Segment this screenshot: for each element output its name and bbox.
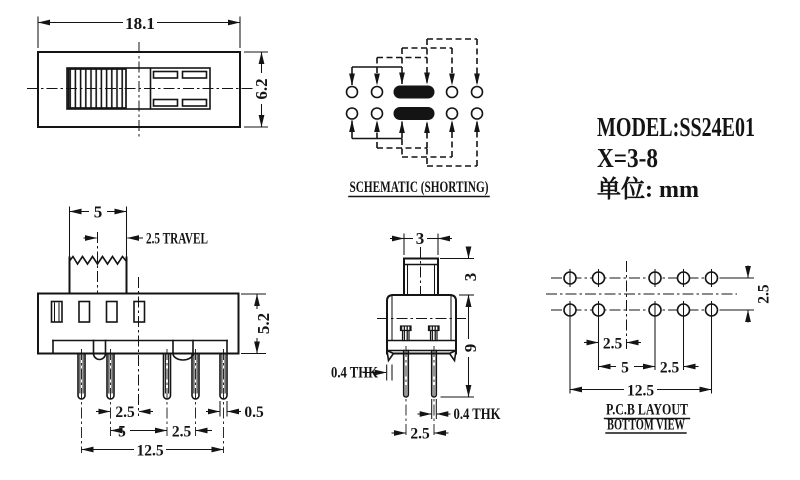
dim-side-knob-height: 3 [461, 272, 480, 282]
dim-front-travel: 2.5 TRAVEL [146, 230, 208, 248]
shorting-contact-bottom [394, 107, 435, 120]
pcb-caption-line1: P.C.B LAYOUT [606, 401, 689, 419]
dim-front-span: 5 [118, 423, 126, 441]
dim-pcb-col-pitch2: 2.5 [659, 359, 680, 377]
unit-label: 单位: mm [597, 177, 699, 203]
top-view-knob [69, 69, 127, 108]
pcb-caption-line2: BOTTOM VIEW [607, 416, 686, 434]
x-range: X=3-8 [597, 143, 658, 173]
dim-side-height: 9 [461, 343, 480, 353]
model-number: MODEL:SS24E01 [597, 112, 755, 142]
dim-side-thk-bracket: 0.4 THK [331, 364, 378, 382]
dim-front-body-height: 5.2 [254, 312, 273, 335]
dim-front-pin-width: 0.5 [244, 404, 264, 421]
dim-front-pin-pitch: 2.5 [115, 404, 135, 421]
dim-front-total: 12.5 [136, 442, 164, 460]
dim-side-pin-pitch: 2.5 [410, 425, 430, 443]
dim-pcb-total: 12.5 [626, 382, 655, 400]
dim-front-pitch-right: 2.5 [171, 423, 192, 441]
dim-pcb-col-pitch: 2.5 [602, 335, 623, 353]
dim-side-thk-pin: 0.4 THK [453, 406, 501, 423]
dim-front-knob-width: 5 [93, 202, 103, 222]
dim-pcb-span: 5 [621, 359, 629, 377]
shorting-contact-top [394, 86, 435, 99]
schematic-caption: SCHEMATIC (SHORTING) [349, 179, 489, 196]
dim-top-height: 6.2 [252, 78, 271, 100]
dim-top-width: 18.1 [125, 14, 155, 33]
dim-pcb-row-pitch: 2.5 [755, 284, 773, 304]
dim-side-knob-width: 3 [415, 229, 425, 248]
side-body [387, 295, 456, 354]
